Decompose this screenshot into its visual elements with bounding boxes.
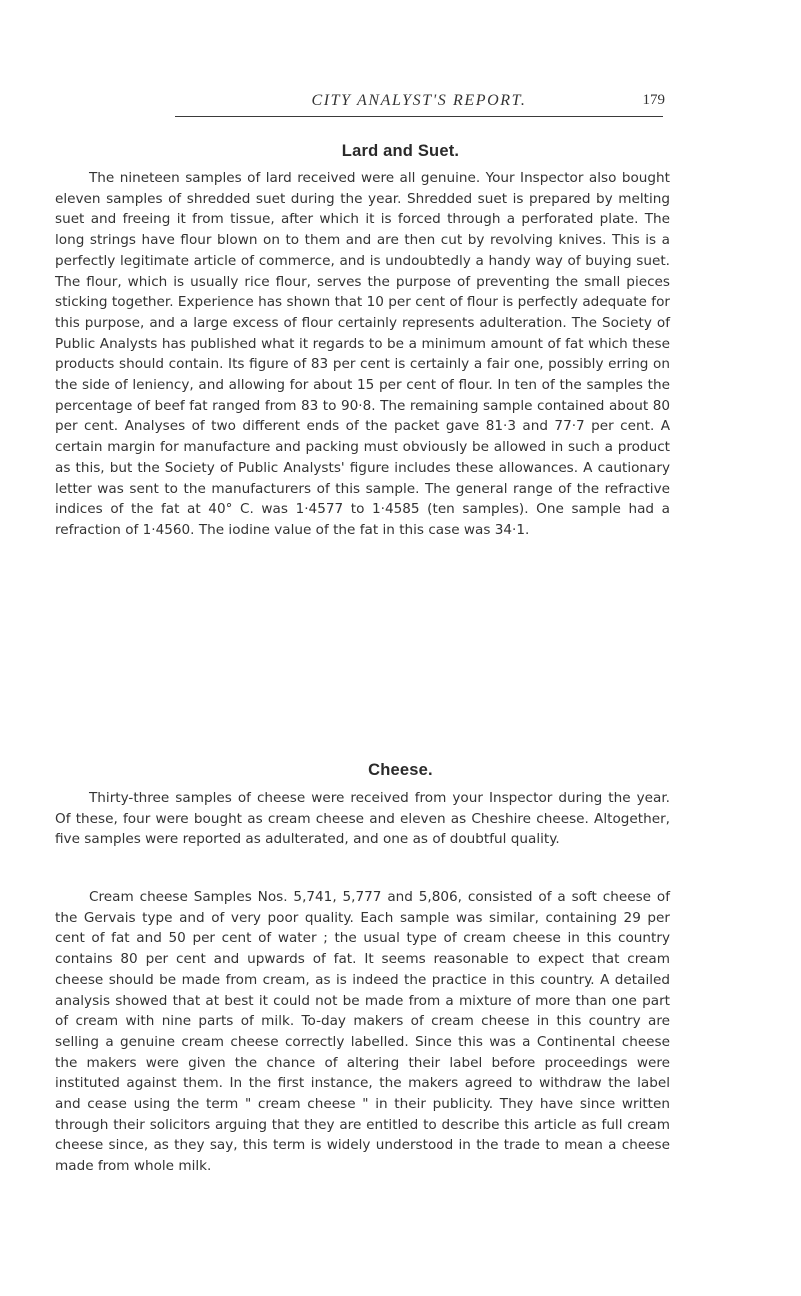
section-heading-lard-and-suet: Lard and Suet.	[341, 142, 460, 160]
section-heading-cheese: Cheese.	[368, 761, 433, 779]
page-number: 179	[642, 92, 665, 108]
paragraph-cream-cheese: Cream cheese Samples Nos. 5,741, 5,777 and 5,806, consisted of a soft cheese of the Gervais type and of very poor quality. Each sample was similar, containing 29 per cent of fat and 50 per cent of water ; the usual type of cream cheese in this country contains 80 per cent and upwards of fat. It seems reasonable to expect that cream cheese should be made from cream, as is indeed the practice in this country. A detailed analysis showed that at best it could not be made from a mixture of more than one part of cream with nine parts of milk. To-day makers of cream cheese in this country are selling a genuine cream cheese correctly labelled. Since this was a Continental cheese the makers were given the chance of altering their label before proceedings were instituted against them. In the first instance, the makers agreed to withdraw the label and cease using the term " cream cheese " in their publicity. They have since written through their solicitors arguing that they are entitled to describe this article as full cream cheese since, as they say, this term is widely understood in the trade to mean a cheese made from whole milk.	[55, 889, 670, 1175]
running-title: CITY ANALYST'S REPORT.	[311, 92, 527, 109]
running-header	[175, 88, 663, 117]
paragraph-lard-and-suet: The nineteen samples of lard received were all genuine. Your Inspector also bought eleven samples of shredded suet during the year. Shredded suet is prepared by melting suet and freeing it from tissue, after which it is forced through a perforated plate. The long strings have flour blown on to them and are then cut by revolving knives. This is a perfectly legitimate article of commerce, and is undoubtedly a handy way of buying suet. The flour, which is usually rice flour, serves the purpose of preventing the small pieces sticking together. Experience has shown that 10 per cent of flour is perfectly adequate for this purpose, and a large excess of flour certainly represents adulteration. The Society of Public Analysts has published what it regards to be a minimum amount of fat which these products should contain. Its figure of 83 per cent is certainly a fair one, possibly erring on the side of leniency, and allowing for about 15 per cent of flour. In ten of the samples the percentage of beef fat ranged from 83 to 90·8. The remaining sample contained about 80 per cent. Analyses of two different ends of the packet gave 81·3 and 77·7 per cent. A certain margin for manufacture and packing must obviously be allowed in such a product as this, but the Society of Public Analysts' figure includes these allowances. A cautionary letter was sent to the manufacturers of this sample. The general range of the refractive indices of the fat at 40° C. was 1·4577 to 1·4585 (ten samples). One sample had a refraction of 1·4560. The iodine value of the fat in this case was 34·1.	[55, 170, 670, 538]
paragraph-cheese-samples: Thirty-three samples of cheese were received from your Inspector during the year. Of these, four were bought as cream cheese and eleven as Cheshire cheese. Altogether, five samples were reported as adulterated, and one as of doubtful quality.	[55, 790, 670, 848]
